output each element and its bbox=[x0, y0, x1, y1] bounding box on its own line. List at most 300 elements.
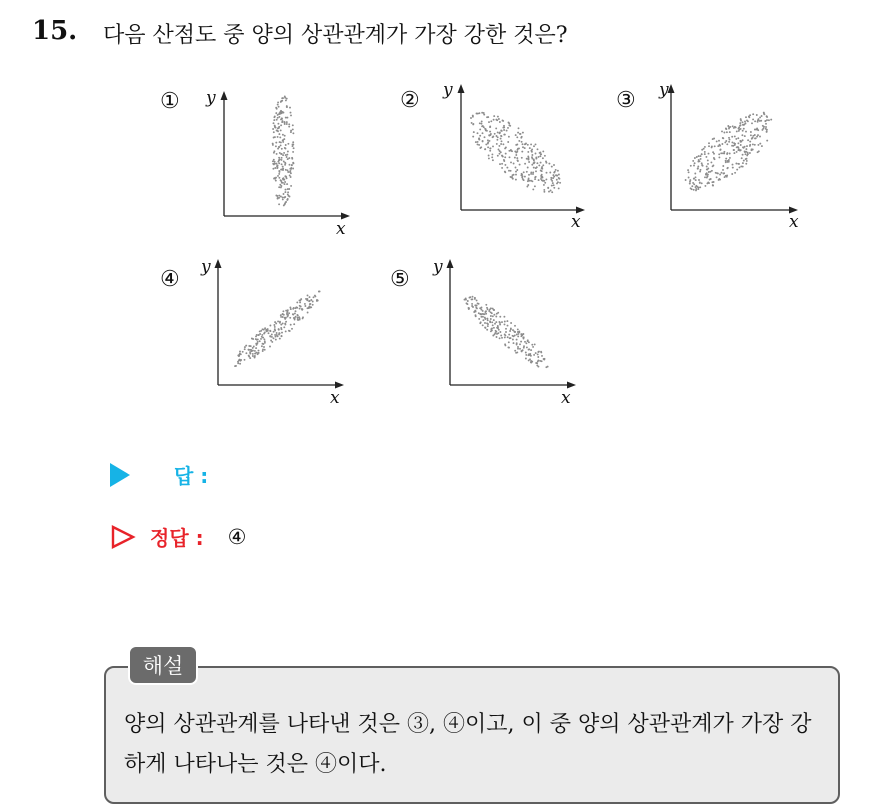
data-point bbox=[304, 305, 306, 307]
data-point bbox=[691, 185, 693, 187]
data-point bbox=[517, 335, 519, 337]
data-point bbox=[694, 157, 696, 159]
data-point bbox=[521, 157, 523, 159]
data-point bbox=[287, 191, 289, 193]
data-point bbox=[280, 101, 282, 103]
data-point bbox=[700, 169, 702, 171]
data-point bbox=[495, 330, 497, 332]
data-point bbox=[725, 160, 727, 162]
data-point bbox=[482, 319, 484, 321]
data-point bbox=[505, 331, 507, 333]
data-point bbox=[282, 154, 284, 156]
x-axis-label: x bbox=[336, 219, 346, 239]
data-point bbox=[531, 154, 533, 156]
data-point bbox=[281, 163, 283, 165]
data-point bbox=[492, 324, 494, 326]
data-point bbox=[729, 139, 731, 141]
data-point bbox=[688, 171, 690, 173]
y-axis-label: y bbox=[433, 257, 443, 277]
data-point bbox=[262, 328, 264, 330]
option-4[interactable] bbox=[150, 255, 360, 415]
data-point bbox=[708, 182, 710, 184]
data-point bbox=[532, 173, 534, 175]
data-point bbox=[248, 345, 250, 347]
data-point bbox=[281, 182, 283, 184]
data-point bbox=[264, 342, 266, 344]
data-point bbox=[725, 158, 727, 160]
data-point bbox=[278, 195, 280, 197]
data-point bbox=[483, 114, 485, 116]
data-point bbox=[477, 113, 479, 115]
data-point bbox=[526, 171, 528, 173]
option-number: ⑤ bbox=[390, 267, 410, 292]
data-point bbox=[547, 187, 549, 189]
data-point bbox=[495, 127, 497, 129]
data-point bbox=[504, 323, 506, 325]
data-point bbox=[493, 119, 495, 121]
data-point bbox=[312, 301, 314, 303]
data-point bbox=[763, 113, 765, 115]
data-point bbox=[735, 138, 737, 140]
data-point bbox=[532, 171, 534, 173]
data-point bbox=[544, 155, 546, 157]
option-2[interactable] bbox=[395, 80, 595, 240]
data-point bbox=[712, 184, 714, 186]
data-point bbox=[275, 163, 277, 165]
data-point bbox=[528, 177, 530, 179]
data-point bbox=[278, 146, 280, 148]
data-point bbox=[275, 142, 277, 144]
data-point bbox=[737, 146, 739, 148]
data-point bbox=[545, 162, 547, 164]
data-point bbox=[293, 317, 295, 319]
scatter-plot bbox=[612, 80, 812, 240]
data-point bbox=[550, 177, 552, 179]
data-point bbox=[284, 191, 286, 193]
data-point bbox=[488, 155, 490, 157]
data-point bbox=[706, 169, 708, 171]
data-point bbox=[699, 160, 701, 162]
data-point bbox=[540, 351, 542, 353]
data-point bbox=[695, 186, 697, 188]
data-point bbox=[297, 319, 299, 321]
data-point bbox=[285, 144, 287, 146]
data-point bbox=[708, 142, 710, 144]
data-point bbox=[501, 140, 503, 142]
data-point bbox=[693, 189, 695, 191]
data-point bbox=[721, 130, 723, 132]
data-point bbox=[277, 101, 279, 103]
data-point bbox=[499, 163, 501, 165]
data-point bbox=[468, 307, 470, 309]
data-point bbox=[525, 352, 527, 354]
data-point bbox=[274, 334, 276, 336]
data-point bbox=[761, 129, 763, 131]
data-point bbox=[510, 322, 512, 324]
data-point bbox=[478, 312, 480, 314]
data-point bbox=[512, 329, 514, 331]
data-point bbox=[734, 172, 736, 174]
data-point bbox=[558, 187, 560, 189]
data-point bbox=[304, 303, 306, 305]
data-point bbox=[734, 143, 736, 145]
data-point bbox=[541, 174, 543, 176]
data-point bbox=[245, 352, 247, 354]
data-point bbox=[488, 157, 490, 159]
option-1[interactable] bbox=[150, 85, 360, 245]
data-point bbox=[277, 104, 279, 106]
data-point bbox=[475, 141, 477, 143]
data-point bbox=[251, 338, 253, 340]
data-point bbox=[697, 188, 699, 190]
data-point bbox=[527, 144, 529, 146]
data-point bbox=[704, 185, 706, 187]
data-point bbox=[493, 319, 495, 321]
data-point bbox=[255, 347, 257, 349]
data-point bbox=[520, 174, 522, 176]
data-point bbox=[473, 131, 475, 133]
data-point bbox=[292, 141, 294, 143]
data-point bbox=[262, 348, 264, 350]
data-points bbox=[685, 112, 773, 192]
data-point bbox=[514, 157, 516, 159]
data-point bbox=[275, 195, 277, 197]
data-point bbox=[535, 157, 537, 159]
data-point bbox=[766, 131, 768, 133]
data-point bbox=[527, 180, 529, 182]
data-point bbox=[285, 154, 287, 156]
data-point bbox=[554, 171, 556, 173]
data-point bbox=[285, 176, 287, 178]
data-point bbox=[292, 128, 294, 130]
data-point bbox=[557, 170, 559, 172]
data-point bbox=[524, 147, 526, 149]
data-point bbox=[517, 346, 519, 348]
data-point bbox=[248, 349, 250, 351]
data-point bbox=[263, 346, 265, 348]
data-point bbox=[742, 166, 744, 168]
data-point bbox=[759, 116, 761, 118]
data-point bbox=[277, 117, 279, 119]
data-point bbox=[517, 348, 519, 350]
data-point bbox=[485, 327, 487, 329]
data-point bbox=[708, 145, 710, 147]
data-point bbox=[548, 191, 550, 193]
data-point bbox=[485, 304, 487, 306]
data-point bbox=[688, 177, 690, 179]
data-point bbox=[733, 152, 735, 154]
data-point bbox=[739, 125, 741, 127]
data-point bbox=[314, 295, 316, 297]
data-point bbox=[515, 352, 517, 354]
data-point bbox=[751, 149, 753, 151]
data-point bbox=[295, 310, 297, 312]
data-point bbox=[524, 176, 526, 178]
answer-label: 답 : bbox=[174, 464, 209, 488]
data-point bbox=[482, 324, 484, 326]
y-axis-label: y bbox=[443, 80, 453, 100]
data-point bbox=[497, 332, 499, 334]
data-point bbox=[716, 172, 718, 174]
data-point bbox=[525, 342, 527, 344]
data-point bbox=[275, 339, 277, 341]
data-point bbox=[514, 350, 516, 352]
data-point bbox=[734, 126, 736, 128]
data-point bbox=[713, 157, 715, 159]
data-point bbox=[501, 321, 503, 323]
data-point bbox=[755, 137, 757, 139]
data-point bbox=[286, 121, 288, 123]
data-point bbox=[280, 327, 282, 329]
data-point bbox=[492, 159, 494, 161]
data-point bbox=[307, 307, 309, 309]
data-point bbox=[517, 160, 519, 162]
data-point bbox=[731, 136, 733, 138]
data-point bbox=[288, 330, 290, 332]
data-point bbox=[528, 354, 530, 356]
data-point bbox=[490, 120, 492, 122]
data-point bbox=[279, 338, 281, 340]
data-point bbox=[522, 132, 524, 134]
data-point bbox=[756, 128, 758, 130]
data-point bbox=[515, 154, 517, 156]
data-point bbox=[293, 307, 295, 309]
data-point bbox=[507, 325, 509, 327]
data-point bbox=[503, 316, 505, 318]
data-point bbox=[722, 165, 724, 167]
data-point bbox=[751, 122, 753, 124]
data-point bbox=[726, 143, 728, 145]
data-point bbox=[287, 143, 289, 145]
data-point bbox=[519, 133, 521, 135]
data-point bbox=[540, 176, 542, 178]
data-point bbox=[512, 178, 514, 180]
data-point bbox=[289, 168, 291, 170]
data-point bbox=[748, 116, 750, 118]
data-point bbox=[308, 306, 310, 308]
data-point bbox=[551, 191, 553, 193]
data-point bbox=[465, 298, 467, 300]
data-point bbox=[273, 331, 275, 333]
data-point bbox=[274, 161, 276, 163]
data-point bbox=[500, 138, 502, 140]
data-point bbox=[528, 157, 530, 159]
data-point bbox=[290, 185, 292, 187]
data-point bbox=[543, 189, 545, 191]
data-point bbox=[515, 134, 517, 136]
data-point bbox=[280, 129, 282, 131]
data-point bbox=[484, 322, 486, 324]
data-point bbox=[276, 119, 278, 121]
data-point bbox=[295, 306, 297, 308]
data-point bbox=[687, 169, 689, 171]
data-point bbox=[500, 143, 502, 145]
data-point bbox=[274, 136, 276, 138]
data-point bbox=[487, 116, 489, 118]
data-point bbox=[300, 306, 302, 308]
data-point bbox=[472, 306, 474, 308]
data-point bbox=[705, 156, 707, 158]
data-point bbox=[289, 174, 291, 176]
filled-triangle-icon bbox=[110, 463, 130, 487]
option-5[interactable] bbox=[380, 255, 590, 415]
data-point bbox=[706, 166, 708, 168]
data-point bbox=[299, 299, 301, 301]
data-point bbox=[509, 337, 511, 339]
data-point bbox=[471, 303, 473, 305]
data-point bbox=[489, 125, 491, 127]
question-text: 다음 산점도 중 양의 상관관계가 가장 강한 것은? bbox=[103, 23, 568, 48]
data-point bbox=[500, 151, 502, 153]
data-point bbox=[486, 318, 488, 320]
data-point bbox=[281, 159, 283, 161]
data-point bbox=[280, 314, 282, 316]
data-point bbox=[289, 107, 291, 109]
data-point bbox=[694, 162, 696, 164]
data-point bbox=[257, 341, 259, 343]
data-point bbox=[508, 334, 510, 336]
data-point bbox=[537, 356, 539, 358]
data-point bbox=[282, 196, 284, 198]
data-point bbox=[704, 176, 706, 178]
data-point bbox=[269, 325, 271, 327]
data-point bbox=[714, 145, 716, 147]
data-point bbox=[526, 346, 528, 348]
data-point bbox=[720, 149, 722, 151]
data-point bbox=[534, 185, 536, 187]
data-point bbox=[536, 362, 538, 364]
data-point bbox=[470, 117, 472, 119]
data-point bbox=[277, 148, 279, 150]
data-point bbox=[273, 116, 275, 118]
data-point bbox=[543, 184, 545, 186]
data-point bbox=[535, 153, 537, 155]
data-point bbox=[272, 128, 274, 130]
data-point bbox=[729, 153, 731, 155]
data-point bbox=[279, 136, 281, 138]
data-point bbox=[719, 174, 721, 176]
data-point bbox=[497, 155, 499, 157]
data-point bbox=[289, 317, 291, 319]
data-point bbox=[280, 324, 282, 326]
data-point bbox=[530, 349, 532, 351]
data-point bbox=[469, 296, 471, 298]
data-point bbox=[505, 328, 507, 330]
data-point bbox=[519, 164, 521, 166]
data-point bbox=[493, 327, 495, 329]
data-point bbox=[520, 335, 522, 337]
data-point bbox=[543, 180, 545, 182]
data-point bbox=[309, 296, 311, 298]
data-point bbox=[742, 154, 744, 156]
data-point bbox=[503, 129, 505, 131]
data-points bbox=[234, 290, 320, 367]
data-point bbox=[713, 153, 715, 155]
data-point bbox=[484, 148, 486, 150]
data-point bbox=[490, 311, 492, 313]
data-point bbox=[271, 334, 273, 336]
data-point bbox=[541, 360, 543, 362]
data-point bbox=[689, 183, 691, 185]
data-point bbox=[487, 141, 489, 143]
correct-answer-value: ④ bbox=[227, 524, 247, 549]
data-point bbox=[491, 153, 493, 155]
data-point bbox=[279, 171, 281, 173]
data-point bbox=[291, 328, 293, 330]
data-point bbox=[286, 312, 288, 314]
data-point bbox=[547, 366, 549, 368]
data-point bbox=[288, 157, 290, 159]
data-point bbox=[711, 170, 713, 172]
data-point bbox=[257, 334, 259, 336]
data-point bbox=[281, 157, 283, 159]
data-point bbox=[737, 137, 739, 139]
data-point bbox=[499, 153, 501, 155]
data-point bbox=[743, 160, 745, 162]
data-point bbox=[496, 135, 498, 137]
data-point bbox=[496, 143, 498, 145]
data-point bbox=[525, 358, 527, 360]
data-point bbox=[262, 343, 264, 345]
data-point bbox=[258, 350, 260, 352]
option-3[interactable] bbox=[612, 80, 812, 240]
data-point bbox=[516, 157, 518, 159]
data-point bbox=[292, 143, 294, 145]
data-point bbox=[490, 315, 492, 317]
data-point bbox=[528, 174, 530, 176]
data-point bbox=[492, 315, 494, 317]
data-point bbox=[295, 316, 297, 318]
data-point bbox=[508, 341, 510, 343]
data-point bbox=[487, 146, 489, 148]
data-point bbox=[278, 126, 280, 128]
data-point bbox=[474, 297, 476, 299]
data-point bbox=[282, 179, 284, 181]
data-point bbox=[725, 175, 727, 177]
data-point bbox=[267, 328, 269, 330]
data-point bbox=[761, 115, 763, 117]
data-point bbox=[484, 136, 486, 138]
data-point bbox=[274, 178, 276, 180]
data-point bbox=[711, 146, 713, 148]
data-point bbox=[542, 164, 544, 166]
data-point bbox=[695, 176, 697, 178]
data-point bbox=[548, 163, 550, 165]
data-point bbox=[248, 356, 250, 358]
data-point bbox=[712, 165, 714, 167]
data-point bbox=[292, 162, 294, 164]
data-point bbox=[700, 158, 702, 160]
data-point bbox=[278, 203, 280, 205]
answer-row bbox=[110, 460, 208, 489]
data-point bbox=[277, 123, 279, 125]
data-point bbox=[718, 156, 720, 158]
data-point bbox=[278, 133, 280, 135]
data-point bbox=[522, 143, 524, 145]
data-point bbox=[513, 163, 515, 165]
data-point bbox=[533, 354, 535, 356]
data-point bbox=[478, 318, 480, 320]
data-point bbox=[527, 339, 529, 341]
data-point bbox=[524, 143, 526, 145]
data-point bbox=[282, 97, 284, 99]
data-point bbox=[556, 182, 558, 184]
data-point bbox=[693, 183, 695, 185]
data-point bbox=[726, 131, 728, 133]
data-point bbox=[693, 178, 695, 180]
data-point bbox=[475, 307, 477, 309]
data-point bbox=[475, 305, 477, 307]
